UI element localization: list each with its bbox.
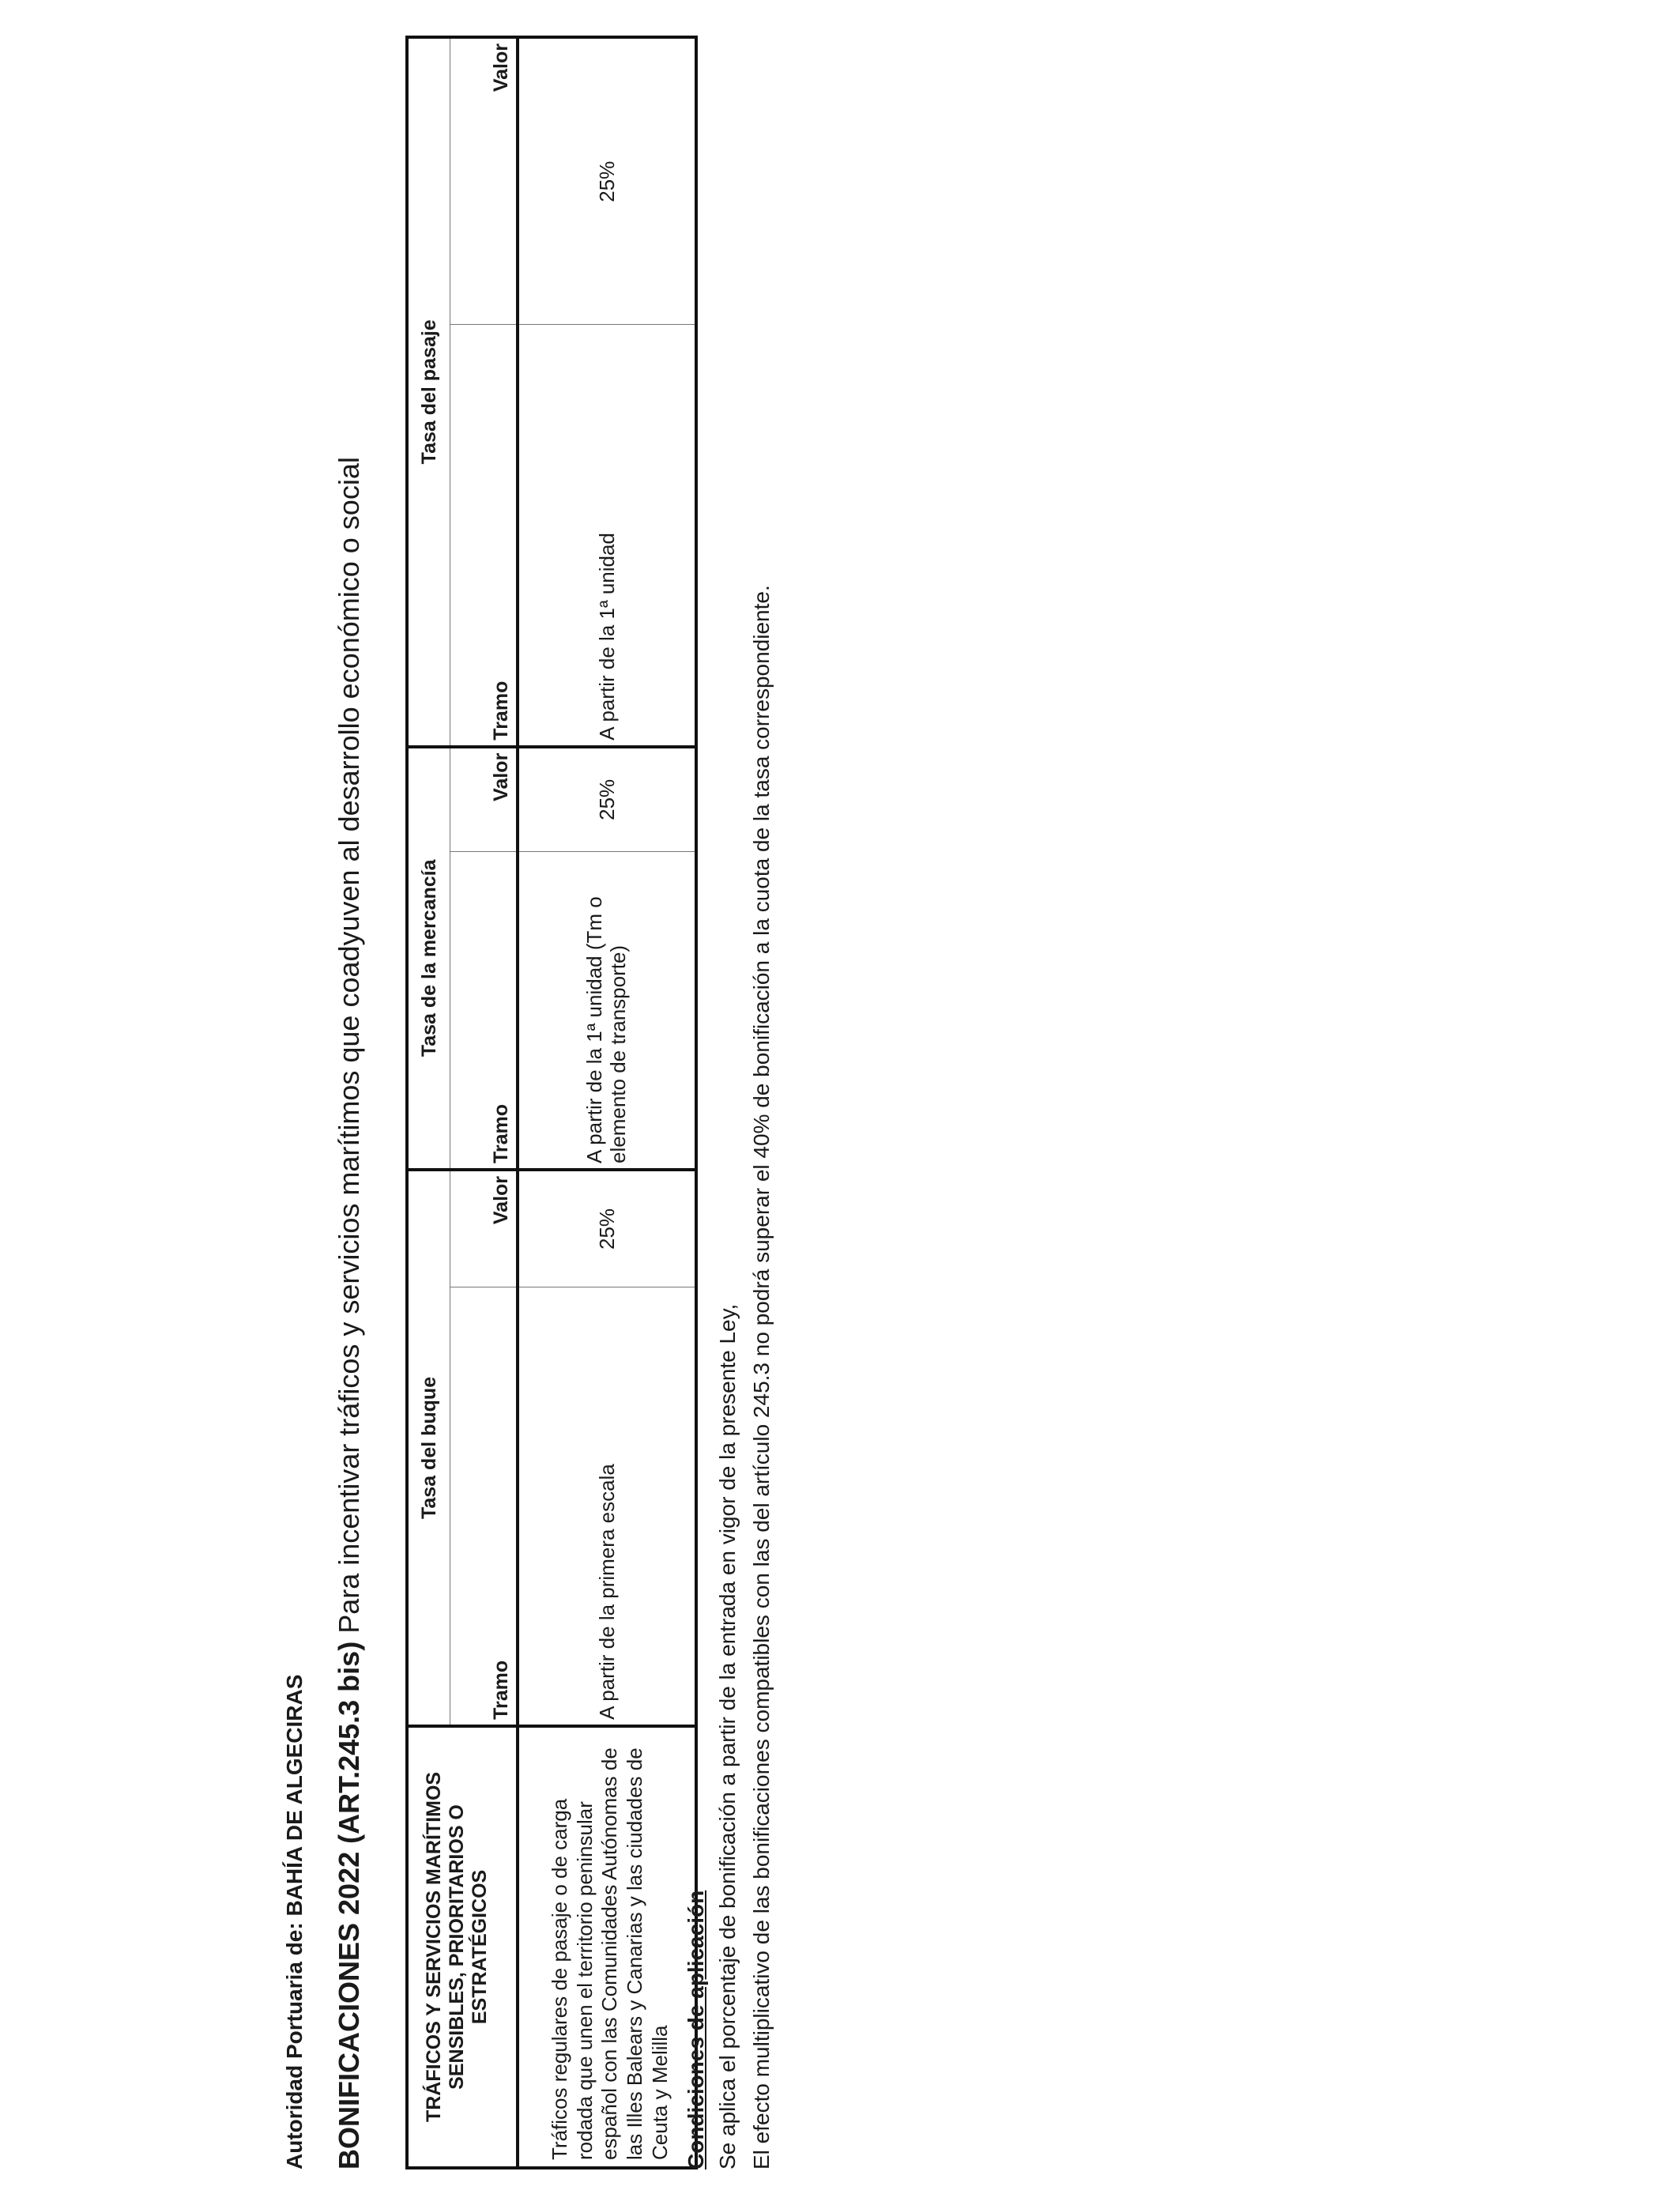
pasaje-valor-cell: 25% (518, 37, 696, 325)
group-header-mercancia: Tasa de la mercancía (407, 747, 450, 1170)
mercancia-tramo-cell: A partir de la 1ª unidad (Tm o elemento de transporte) (518, 851, 696, 1169)
subheader-valor: Valor (450, 37, 518, 325)
table-header-row (407, 37, 450, 2168)
bonificaciones-table (405, 36, 698, 2169)
rotated-document-page (273, 24, 1371, 2169)
subheader-valor: Valor (450, 1170, 518, 1287)
subheader-tramo: Tramo (450, 1287, 518, 1725)
mercancia-valor-cell: 25% (518, 747, 696, 852)
group-header-pasaje: Tasa del pasaje (407, 37, 450, 747)
title-bold: BONIFICACIONES 2022 (ART.245.3 bis) (333, 1641, 365, 2169)
conditions-line-2: El efecto multiplicativo de las bonificaciones compatibles con las del artículo 245.3 no podrá superar el 40% de bonificación a la cuota de la tasa correspondiente. (749, 585, 774, 2169)
document-title (333, 457, 366, 2169)
row-description: Tráficos regulares de pasaje o de carga rodada que unen el territorio peninsular español con las Comunidades Autónomas de las Illes Balears y Canarias y las ciudades de Ceuta y Melilla (518, 1726, 696, 2168)
conditions-heading: Condiciones de aplicación (684, 1890, 708, 2169)
buque-valor-cell: 25% (518, 1170, 696, 1287)
title-rest: Para incentivar tráficos y servicios marítimos que coadyuven al desarrollo económico o social (333, 457, 365, 1642)
subheader-tramo: Tramo (450, 851, 518, 1169)
pasaje-tramo-cell: A partir de la 1ª unidad (518, 325, 696, 747)
buque-tramo-cell: A partir de la primera escala (518, 1287, 696, 1725)
subheader-tramo: Tramo (450, 325, 518, 747)
main-column-header: TRÁFICOS Y SERVICIOS MARÍTIMOS SENSIBLES, PRIORITARIOS O ESTRATÉGICOS (407, 1726, 518, 2168)
port-authority-label: Autoridad Portuaria de: BAHÍA DE ALGECIRAS (282, 1674, 307, 2169)
table-row (518, 37, 696, 2168)
conditions-line-1: Se aplica el porcentaje de bonificación a partir de la entrada en vigor de la presente Ley, (715, 1303, 740, 2169)
group-header-buque: Tasa del buque (407, 1170, 450, 1726)
subheader-valor: Valor (450, 747, 518, 852)
